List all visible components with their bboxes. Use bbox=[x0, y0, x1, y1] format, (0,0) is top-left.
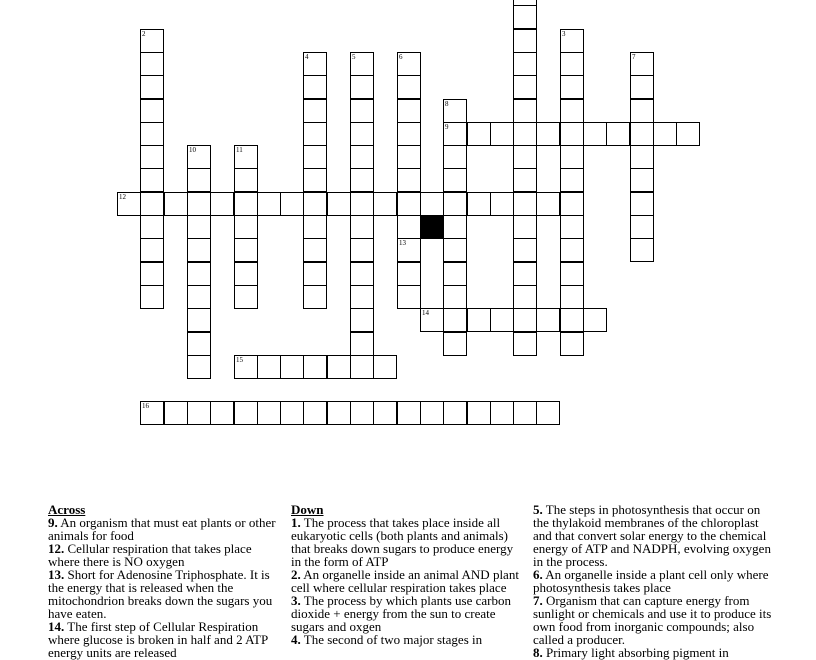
grid-cell[interactable] bbox=[560, 192, 584, 216]
grid-cell[interactable] bbox=[373, 355, 397, 379]
grid-cell[interactable] bbox=[606, 122, 630, 146]
grid-cell[interactable] bbox=[140, 215, 164, 239]
grid-cell[interactable] bbox=[234, 238, 258, 262]
grid-cell[interactable] bbox=[303, 52, 327, 76]
grid-cell[interactable] bbox=[210, 401, 234, 425]
grid-cell[interactable] bbox=[350, 262, 374, 286]
grid-cell[interactable] bbox=[303, 99, 327, 123]
grid-cell[interactable] bbox=[560, 52, 584, 76]
grid-cell[interactable] bbox=[350, 215, 374, 239]
grid-cell[interactable] bbox=[140, 168, 164, 192]
grid-cell[interactable] bbox=[513, 332, 537, 356]
clue-number-label: 6 bbox=[399, 53, 403, 61]
grid-cell[interactable] bbox=[630, 75, 654, 99]
grid-cell[interactable] bbox=[350, 52, 374, 76]
grid-cell[interactable] bbox=[303, 192, 327, 216]
grid-cell[interactable] bbox=[140, 192, 164, 216]
grid-cell[interactable] bbox=[210, 192, 234, 216]
grid-cell[interactable] bbox=[560, 122, 584, 146]
clue-number-label: 10 bbox=[189, 146, 196, 154]
grid-cell[interactable] bbox=[373, 192, 397, 216]
grid-cell[interactable] bbox=[234, 145, 258, 169]
grid-cell[interactable] bbox=[140, 29, 164, 53]
grid-cell[interactable] bbox=[397, 238, 421, 262]
grid-cell[interactable] bbox=[234, 262, 258, 286]
grid-cell[interactable] bbox=[513, 5, 537, 29]
grid-cell[interactable] bbox=[513, 238, 537, 262]
grid-cell[interactable] bbox=[630, 122, 654, 146]
grid-cell[interactable] bbox=[350, 122, 374, 146]
grid-cell[interactable] bbox=[350, 99, 374, 123]
grid-cell[interactable] bbox=[397, 285, 421, 309]
grid-cell[interactable] bbox=[234, 401, 258, 425]
grid-cell[interactable] bbox=[327, 355, 351, 379]
clue-3: 3. The process by which plants use carbon dioxide + energy from the sun to create sugars and oxgen bbox=[291, 593, 511, 634]
grid-cell[interactable] bbox=[443, 262, 467, 286]
grid-cell[interactable] bbox=[443, 192, 467, 216]
clue-4: 4. The second of two major stages in bbox=[291, 632, 483, 647]
grid-cell[interactable] bbox=[467, 308, 491, 332]
grid-cell[interactable] bbox=[280, 192, 304, 216]
grid-cell[interactable] bbox=[513, 308, 537, 332]
down-clues-column-2 bbox=[533, 503, 773, 659]
grid-cell[interactable] bbox=[350, 308, 374, 332]
grid-cell[interactable] bbox=[560, 262, 584, 286]
clue-number-label: 13 bbox=[399, 239, 406, 247]
grid-cell[interactable] bbox=[630, 192, 654, 216]
clue-12: 12. Cellular respiration that takes place where there is NO oxygen bbox=[48, 541, 252, 569]
grid-cell[interactable] bbox=[234, 192, 258, 216]
grid-cell[interactable] bbox=[187, 145, 211, 169]
grid-cell[interactable] bbox=[443, 285, 467, 309]
grid-cell[interactable] bbox=[536, 401, 560, 425]
grid-cell[interactable] bbox=[443, 145, 467, 169]
across-clues bbox=[48, 503, 284, 659]
grid-cell[interactable] bbox=[420, 401, 444, 425]
grid-cell[interactable] bbox=[467, 401, 491, 425]
grid-cell[interactable] bbox=[164, 401, 188, 425]
grid-cell[interactable] bbox=[560, 145, 584, 169]
grid-cell[interactable] bbox=[303, 75, 327, 99]
clue-number-label: 4 bbox=[305, 53, 309, 61]
clue-number-label: 15 bbox=[236, 356, 243, 364]
grid-cell[interactable] bbox=[513, 145, 537, 169]
grid-cell[interactable] bbox=[630, 52, 654, 76]
grid-cell[interactable] bbox=[630, 215, 654, 239]
grid-cell[interactable] bbox=[653, 122, 677, 146]
grid-cell[interactable] bbox=[443, 99, 467, 123]
grid-cell[interactable] bbox=[350, 168, 374, 192]
clue-number-label: 2 bbox=[142, 30, 146, 38]
clue-9: 9. An organism that must eat plants or other animals for food bbox=[48, 515, 276, 543]
grid-cell[interactable] bbox=[443, 238, 467, 262]
grid-cell[interactable] bbox=[187, 285, 211, 309]
clue-6: 6. An organelle inside a plant cell only where photosynthesis takes place bbox=[533, 567, 769, 595]
clue-1: 1. The process that takes place inside all eukaryotic cells (both plants and animals) that breaks down sugars to produce energy in the form of ATP bbox=[291, 515, 514, 569]
grid-cell[interactable] bbox=[327, 192, 351, 216]
grid-cell[interactable] bbox=[467, 122, 491, 146]
grid-cell[interactable] bbox=[630, 99, 654, 123]
grid-cell[interactable] bbox=[397, 168, 421, 192]
clue-number-label: 8 bbox=[445, 100, 449, 108]
clue-13: 13. Short for Adenosine Triphosphate. It is the energy that is released when the mitochondrion breaks down the sugars you have eaten. bbox=[48, 567, 273, 621]
grid-cell[interactable] bbox=[234, 215, 258, 239]
clue-number-label: 5 bbox=[352, 53, 356, 61]
blocked-cell bbox=[420, 215, 444, 239]
grid-cell[interactable] bbox=[630, 168, 654, 192]
grid-cell[interactable] bbox=[303, 215, 327, 239]
clue-7: 7. Organism that can capture energy from sunlight or chemicals and use it to produce its own food from inorganic compounds; also called a producer. bbox=[533, 593, 772, 647]
grid-cell[interactable] bbox=[443, 168, 467, 192]
grid-cell[interactable] bbox=[303, 355, 327, 379]
grid-cell[interactable] bbox=[397, 215, 421, 239]
grid-cell[interactable] bbox=[350, 192, 374, 216]
grid-cell[interactable] bbox=[187, 215, 211, 239]
grid-cell[interactable] bbox=[140, 75, 164, 99]
grid-cell[interactable] bbox=[583, 122, 607, 146]
grid-cell[interactable] bbox=[303, 262, 327, 286]
clue-8: 8. Primary light absorbing pigment in bbox=[533, 645, 729, 660]
grid-cell[interactable] bbox=[513, 215, 537, 239]
grid-cell[interactable] bbox=[350, 401, 374, 425]
clue-number-label: 12 bbox=[119, 193, 126, 201]
clue-number-label: 3 bbox=[562, 30, 566, 38]
grid-cell[interactable] bbox=[350, 332, 374, 356]
clue-number-label: 16 bbox=[142, 402, 149, 410]
grid-cell[interactable] bbox=[187, 262, 211, 286]
grid-cell[interactable] bbox=[280, 355, 304, 379]
grid-cell[interactable] bbox=[560, 238, 584, 262]
grid-cell[interactable] bbox=[420, 308, 444, 332]
grid-cell[interactable] bbox=[187, 168, 211, 192]
grid-cell[interactable] bbox=[140, 238, 164, 262]
grid-cell[interactable] bbox=[397, 145, 421, 169]
clue-14: 14. The first step of Cellular Respiration where glucose is broken in half and 2 ATP energy units are released bbox=[48, 619, 268, 660]
grid-cell[interactable] bbox=[467, 192, 491, 216]
grid-cell[interactable] bbox=[443, 122, 467, 146]
grid-cell[interactable] bbox=[140, 285, 164, 309]
grid-cell[interactable] bbox=[397, 192, 421, 216]
grid-cell[interactable] bbox=[513, 99, 537, 123]
grid-cell[interactable] bbox=[420, 192, 444, 216]
grid-cell[interactable] bbox=[536, 192, 560, 216]
grid-cell[interactable] bbox=[443, 215, 467, 239]
grid-cell[interactable] bbox=[187, 332, 211, 356]
grid-cell[interactable] bbox=[327, 401, 351, 425]
grid-cell[interactable] bbox=[676, 122, 700, 146]
clue-number-label: 14 bbox=[422, 309, 429, 317]
grid-cell[interactable] bbox=[560, 332, 584, 356]
grid-cell[interactable] bbox=[117, 192, 141, 216]
down-clues-column-1 bbox=[291, 503, 525, 646]
grid-cell[interactable] bbox=[187, 238, 211, 262]
clue-5: 5. The steps in photosynthesis that occur on the thylakoid membranes of the chloroplast and that convert solar energy to the chemical energy of ATP and NADPH, evolving oxygen in the process. bbox=[533, 502, 771, 569]
grid-cell[interactable] bbox=[536, 122, 560, 146]
grid-cell[interactable] bbox=[397, 401, 421, 425]
grid-cell[interactable] bbox=[350, 145, 374, 169]
grid-cell[interactable] bbox=[187, 192, 211, 216]
grid-cell[interactable] bbox=[490, 401, 514, 425]
grid-cell[interactable] bbox=[513, 192, 537, 216]
grid-cell[interactable] bbox=[513, 122, 537, 146]
grid-cell[interactable] bbox=[350, 238, 374, 262]
grid-cell[interactable] bbox=[234, 355, 258, 379]
grid-cell[interactable] bbox=[560, 75, 584, 99]
grid-cell[interactable] bbox=[513, 75, 537, 99]
grid-cell[interactable] bbox=[560, 168, 584, 192]
grid-cell[interactable] bbox=[303, 168, 327, 192]
grid-cell[interactable] bbox=[560, 215, 584, 239]
grid-cell[interactable] bbox=[373, 401, 397, 425]
down-heading: Down bbox=[291, 502, 324, 517]
grid-cell[interactable] bbox=[350, 355, 374, 379]
grid-cell[interactable] bbox=[443, 401, 467, 425]
grid-cell[interactable] bbox=[560, 285, 584, 309]
grid-cell[interactable] bbox=[257, 401, 281, 425]
grid-cell[interactable] bbox=[490, 308, 514, 332]
clue-number-label: 7 bbox=[632, 53, 636, 61]
grid-cell[interactable] bbox=[397, 52, 421, 76]
grid-cell[interactable] bbox=[257, 192, 281, 216]
grid-cell[interactable] bbox=[513, 168, 537, 192]
grid-cell[interactable] bbox=[187, 355, 211, 379]
grid-cell[interactable] bbox=[560, 29, 584, 53]
grid-cell[interactable] bbox=[513, 52, 537, 76]
grid-cell[interactable] bbox=[513, 29, 537, 53]
grid-cell[interactable] bbox=[513, 262, 537, 286]
grid-cell[interactable] bbox=[257, 355, 281, 379]
grid-cell[interactable] bbox=[490, 192, 514, 216]
clue-number-label: 9 bbox=[445, 123, 449, 131]
grid-cell[interactable] bbox=[303, 401, 327, 425]
grid-cell[interactable] bbox=[560, 99, 584, 123]
grid-cell[interactable] bbox=[140, 145, 164, 169]
grid-cell[interactable] bbox=[630, 238, 654, 262]
grid-cell[interactable] bbox=[397, 262, 421, 286]
grid-cell[interactable] bbox=[350, 75, 374, 99]
grid-cell[interactable] bbox=[140, 122, 164, 146]
grid-cell[interactable] bbox=[234, 285, 258, 309]
grid-cell[interactable] bbox=[140, 262, 164, 286]
grid-cell[interactable] bbox=[140, 99, 164, 123]
grid-cell[interactable] bbox=[140, 401, 164, 425]
grid-cell[interactable] bbox=[303, 145, 327, 169]
grid-cell[interactable] bbox=[397, 122, 421, 146]
grid-cell[interactable] bbox=[443, 308, 467, 332]
grid-cell[interactable] bbox=[234, 168, 258, 192]
grid-cell[interactable] bbox=[350, 285, 374, 309]
grid-cell[interactable] bbox=[140, 52, 164, 76]
clue-number-label: 11 bbox=[236, 146, 243, 154]
grid-cell[interactable] bbox=[303, 285, 327, 309]
grid-cell[interactable] bbox=[397, 75, 421, 99]
grid-cell[interactable] bbox=[560, 308, 584, 332]
clue-2: 2. An organelle inside an animal AND plant cell where cellular respiration takes place bbox=[291, 567, 519, 595]
grid-cell[interactable] bbox=[443, 332, 467, 356]
grid-cell[interactable] bbox=[303, 238, 327, 262]
grid-cell[interactable] bbox=[490, 122, 514, 146]
grid-cell[interactable] bbox=[583, 308, 607, 332]
grid-cell[interactable] bbox=[513, 285, 537, 309]
grid-cell[interactable] bbox=[164, 192, 188, 216]
grid-cell[interactable] bbox=[187, 401, 211, 425]
grid-cell[interactable] bbox=[397, 99, 421, 123]
grid-cell[interactable] bbox=[513, 401, 537, 425]
grid-cell[interactable] bbox=[280, 401, 304, 425]
grid-cell[interactable] bbox=[303, 122, 327, 146]
grid-cell[interactable] bbox=[630, 145, 654, 169]
grid-cell[interactable] bbox=[536, 308, 560, 332]
across-heading: Across bbox=[48, 502, 86, 517]
grid-cell[interactable] bbox=[187, 308, 211, 332]
